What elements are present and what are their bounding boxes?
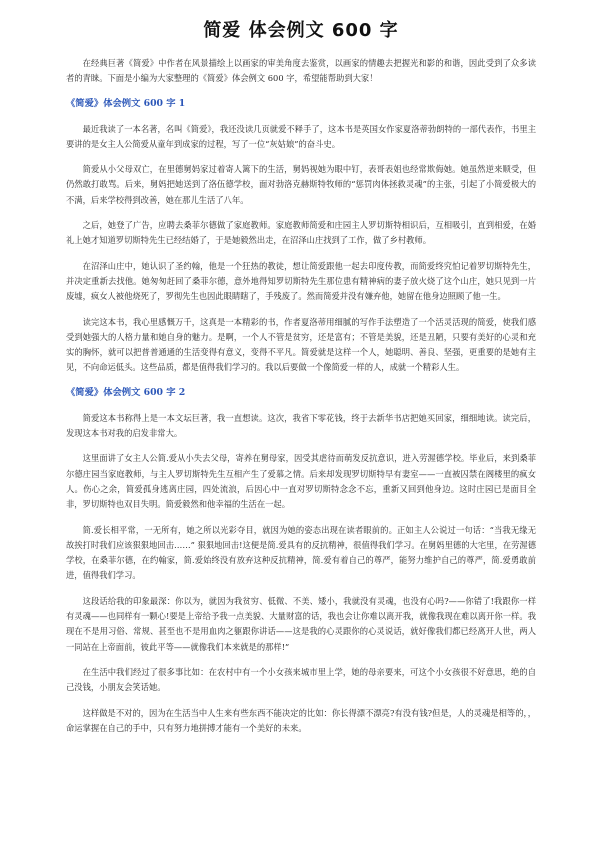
paragraph: 简爱这本书称得上是一本文坛巨著，我一直想读。这次，我省下零花钱，终于去新华书店把她买回家，细细地读。读完后，发现这本书对我的启发非常大。 — [66, 412, 536, 439]
page-title: 简爱 体会例文 600 字 — [203, 20, 399, 41]
intro-paragraph: 在经典巨著《简爱》中作者在风景描绘上以画家的审美角度去鉴赏，以画家的情趣去把握光和影的和谐，因此受到了众多读者的青睐。下面是小编为大家整理的《简爱》体会例文 600 字，希望能帮助到大家！ — [66, 58, 536, 84]
paragraph: 这样做是不对的，因为在生活当中人生来有些东西不能决定的比如：你长得漂不漂亮?有没有钱?但是，人的灵魂是相等的，，命运掌握在自己的手中，只有努力地拼搏才能有一个美好的未来。 — [66, 707, 536, 733]
paragraph: 这里面讲了女主人公简.爱从小失去父母，寄养在舅母家，因受其虐待而萌发反抗意识，进入劳渥德学校。毕业后，来到桑菲尔德庄园当家庭教师，与主人罗切斯特先生互相产生了爱慕之情。后来却发现罗切斯特早有妻室——一直被囚禁在阁楼里的疯女人。伤心之余，简爱孤身逃离庄园，四处流浪，后因心中一直对罗切斯特念念不忘，重新又回到他身边。这时庄园已是面目全非，罗切斯特也双目失明。简爱毅然和他幸福的生活在一起。 — [66, 453, 536, 510]
paragraph: 简爱从小父母双亡，在里德舅妈家过着寄人篱下的生活，舅妈视她为眼中钉，表哥表姐也经常欺侮她。她虽然逆来顺受，但仍然敢打敢骂。后来，舅妈把她送到了洛伍德学校，面对勃洛克赫斯特牧师的“惩罚肉体拯救灵魂”的主张，引起了小简爱极大的不满，后来学校得到改善，她在那儿生活了八年。 — [66, 164, 536, 205]
paragraph: 最近我读了一本名著，名叫《简爱》，我还没读几页就爱不释手了，这本书是英国女作家夏洛蒂勃朗特的一部代表作，书里主要讲的是女主人公简爱从童年到成家的过程，写了一位“灰姑娘”的奋斗史。 — [66, 123, 536, 149]
paragraph: 之后，她登了广告，应聘去桑菲尔德做了家庭教师。家庭教师简爱和庄园主人罗切斯特相识后，互相吸引，直到相爱，在婚礼上她才知道罗切斯特先生已经结婚了，于是她毅然出走，在沼泽山庄找到了工作，做了乡村教师。 — [66, 220, 536, 246]
section-heading-2: 《简爱》体会例文 600 字 2 — [66, 386, 186, 398]
paragraph: 在生活中我们经过了很多事比如：在农村中有一个小女孩来城市里上学，她的母亲要来，可这个小女孩很不好意思，绝的自己没钱，小朋友会笑话她。 — [66, 666, 536, 693]
section-heading-1: 《简爱》体会例文 600 字 1 — [66, 97, 186, 109]
paragraph: 这段话给我的印象最深：你以为，就因为我贫穷、低微、不美、矮小，我就没有灵魂，也没有心吗?——你错了!我跟你一样有灵魂——也同样有一颗心!要是上帝给予我一点美貌、大量财富的话，我也会让你难以离开我，就像我现在难以离开你一样。我现在不是用习俗、常规、甚至也不是用血肉之躯跟你讲话——这是我的心灵跟你的心灵说话，就好像我们都已经离开人世，两人一同站在上帝面前，彼此平等——就像我们本来就是的那样!” — [66, 595, 536, 652]
paragraph: 简.爱长相平常，一无所有，她之所以光彩夺目，就因为她的姿态出现在读者眼前的。正如主人公说过一句话：“当我无缘无故挨打时我们应该狠狠地回击……” 狠狠地回击!这便是简.爱具有的反抗精神，很值得我们学习。在舅妈里德的大宅里，在劳渥德学校，在桑菲尔德，在约翰家，简.爱始终没有放弃这种反抗精神，简.爱有着自己的尊严，能努力维护自己的尊严，简.爱勇敢前进，值得我们学习。 — [66, 524, 536, 581]
paragraph: 在沼泽山庄中，她认识了圣约翰，他是一个狂热的教徒，想让简爱跟他一起去印度传教，而简爱终究怕记着罗切斯特先生，并决定重新去找他。她匆匆赶回了桑菲尔德，意外地得知罗切斯特先生那位患有精神病的妻子放火烧了这个山庄，她只见到一片废墟，疯女人被他烧死了，罗彻先生也因此眼睛瞎了，手残废了。然而简爱并没有嫌弃他，她留在他身边照顾了他一生。 — [66, 260, 536, 302]
paragraph: 读完这本书，我心里感慨万千，这真是一本精彩的书，作者夏洛蒂用细腻的写作手法塑造了一个活灵活现的简爱，使我们感受到她强大的人格力量和她自身的魅力。是啊，一个人不管是贫穷，还是富有；不管是美貌，还是丑陋，只要有美好的心灵和充实的胸怀，就可以把普普通通的生活变得有意义，变得不平凡。简爱就是这样一个人，她聪明、善良、坚强，更重要的是她有主见，不向命运低头。这些品质，都是值得我们学习的。我以后要做一个像简爱一样的人，成就一个精彩人生。 — [66, 316, 536, 373]
